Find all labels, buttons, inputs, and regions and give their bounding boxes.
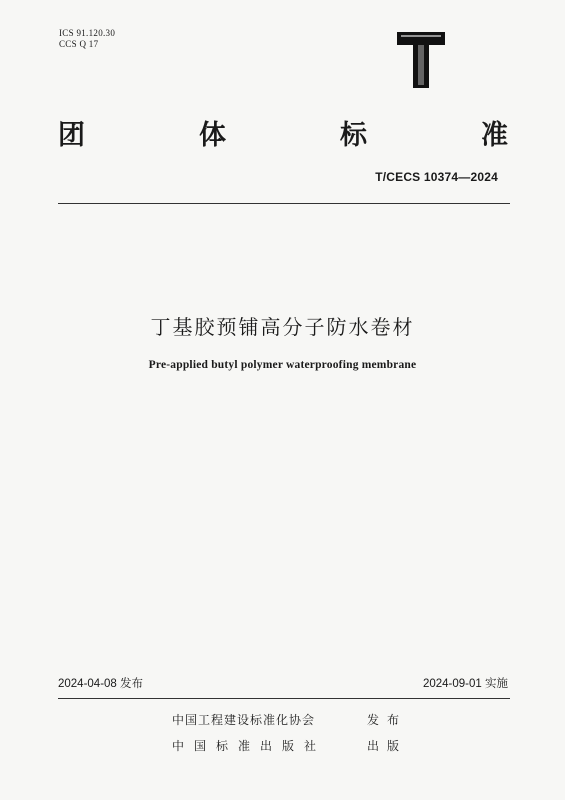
standard-type (58, 113, 508, 152)
standard-type-char: 标 (340, 120, 367, 151)
ics-code: ICS 91.120.30 (59, 28, 116, 38)
standard-type-char: 体 (199, 120, 226, 151)
issue-date: 2024-04-08 发布 (58, 678, 144, 690)
ccs-code: CCS Q 17 (59, 39, 99, 49)
standard-type-char: 团 (58, 120, 85, 151)
standard-type-char: 准 (481, 120, 508, 151)
classification-codes (59, 28, 115, 50)
bottom-divider (58, 698, 510, 699)
press-name: 中国标准出版社 (172, 739, 327, 753)
press-action: 出版 (367, 739, 408, 753)
issuer-name: 中国工程建设标准化协会 (172, 713, 316, 727)
top-divider (58, 203, 510, 204)
title-chinese: 丁基胶预铺高分子防水卷材 (150, 315, 415, 339)
standard-number: T/CECS 10374—2024 (375, 170, 498, 184)
issuer-action: 发布 (367, 713, 408, 727)
title-english: Pre-applied butyl polymer waterproofing membrane (148, 359, 417, 371)
implementation-date: 2024-09-01 实施 (422, 678, 508, 690)
standard-t-logo (395, 28, 447, 90)
